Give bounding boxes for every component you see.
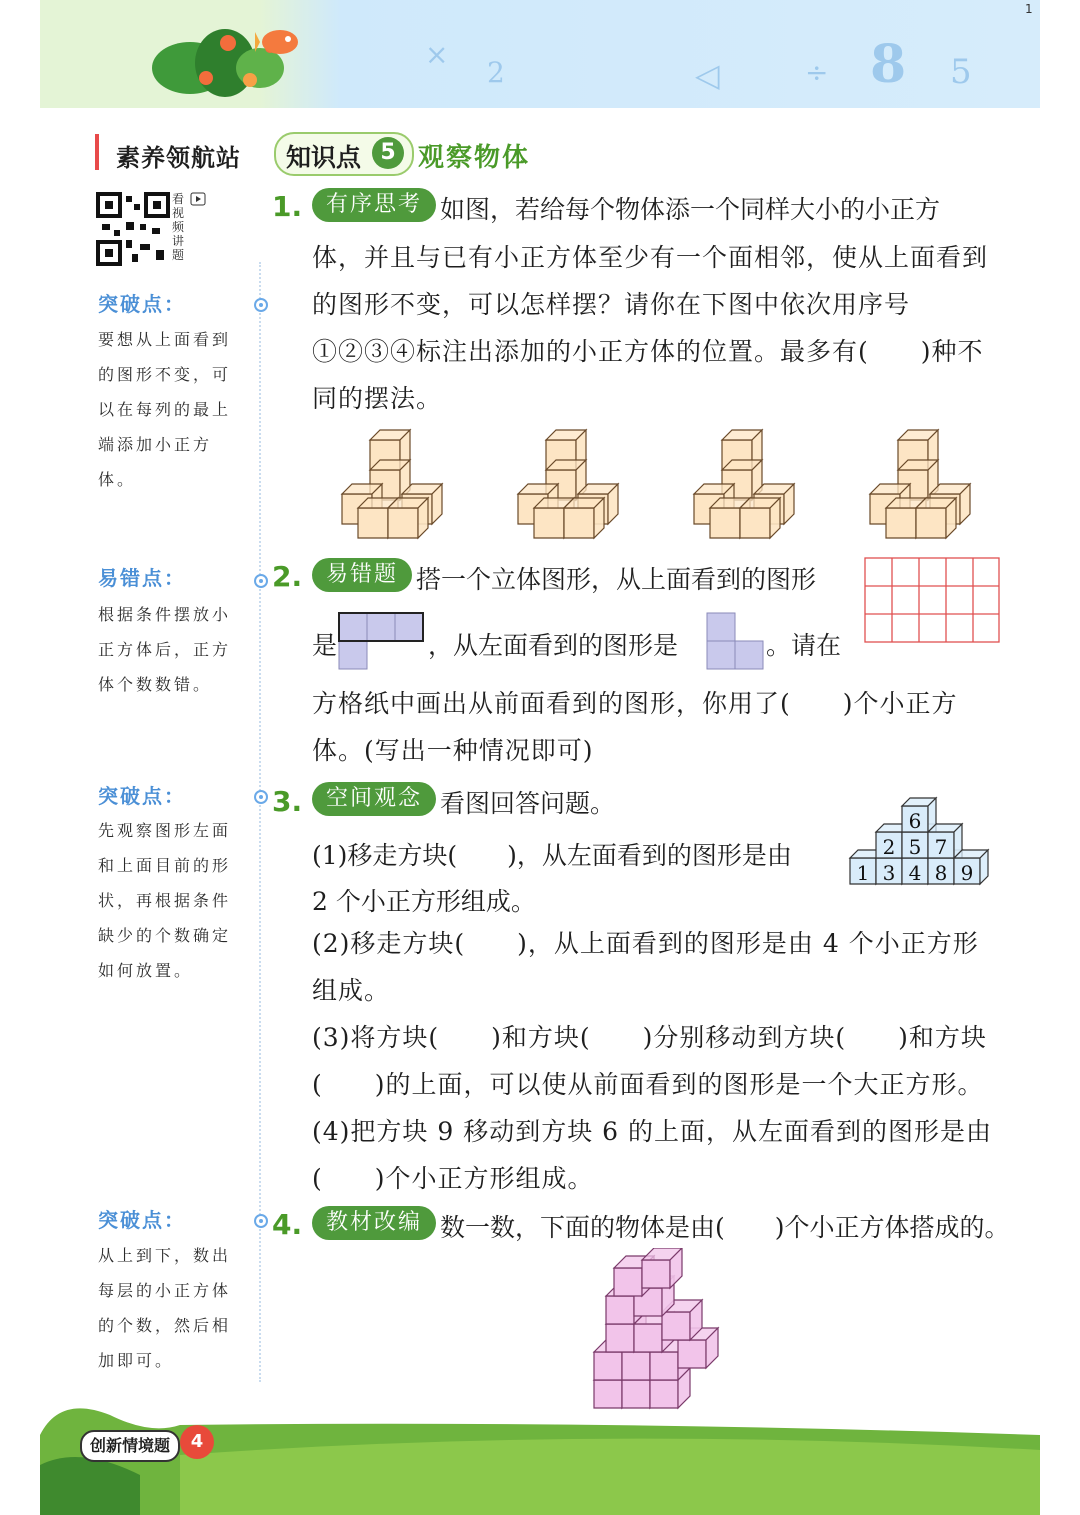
- sidebar-text: 从上到下，数出每层的小正方体的个数，然后相加即可。: [98, 1246, 232, 1370]
- deco-symbol: 2: [487, 56, 505, 89]
- question-body: 方格纸中画出从前面看到的图形，你用了( )个小正方体。(写出一种情况即可): [312, 689, 958, 765]
- question-line: ，从左面看到的图形是: [428, 631, 679, 660]
- cube-figure: [516, 428, 626, 547]
- cube: [954, 850, 988, 885]
- cube-figure: [340, 428, 450, 547]
- question-number: 1.: [272, 190, 303, 223]
- question-tag: 教材改编: [312, 1206, 436, 1240]
- cube-figure: [692, 428, 802, 547]
- bullet-icon: [254, 574, 268, 588]
- question-number: 2.: [272, 560, 303, 593]
- top-view-shape: [338, 612, 426, 670]
- block-number: 3: [882, 861, 896, 885]
- footer-page-number: 4: [180, 1425, 214, 1459]
- page-number: 1: [1025, 2, 1033, 16]
- question-tag: 空间观念: [312, 782, 436, 816]
- grid-paper[interactable]: [864, 557, 1000, 643]
- question-tag: 易错题: [312, 558, 412, 592]
- block-number: 8: [934, 861, 948, 885]
- left-view-shape: [706, 612, 766, 670]
- deco-symbol: ◁: [695, 56, 720, 94]
- sidebar-text: 根据条件摆放小正方体后，正方体个数数错。: [98, 605, 232, 694]
- block-number: 7: [934, 835, 948, 859]
- question-line: (1)移走方块( )，从左面看到的图形是由: [312, 841, 792, 870]
- block-number: 9: [960, 861, 974, 885]
- bullet-icon: [254, 790, 268, 804]
- block-number: 5: [908, 835, 922, 859]
- cube: [564, 498, 604, 538]
- question-line: 搭一个立体图形，从上面看到的图形: [416, 565, 817, 594]
- deco-symbol: ×: [425, 38, 449, 71]
- question-lead: 看图回答问题。: [440, 789, 616, 818]
- knowledge-label: 知识点: [286, 143, 362, 172]
- question-body: (2)移走方块( )，从上面看到的图形是由 4 个小正方形组成。 (3)将方块( )和方块( )分别移动到方块( )和方块( )的上面，可以使从前面看到的图形是一个大正方形。 (4)把方块 9 移动到方块 6 的上面，从左面看到的图形是由( )个小正方形组成。: [312, 929, 993, 1193]
- sidebar-title: 突破点：: [98, 292, 186, 316]
- cube: [740, 498, 780, 538]
- deco-symbol: ÷: [805, 56, 829, 89]
- deco-symbol: 8: [870, 34, 907, 95]
- question-line: 。请在: [766, 631, 842, 660]
- block-number: 1: [856, 861, 870, 885]
- block-number: 4: [908, 861, 922, 885]
- stacked-cubes-figure: [590, 1248, 722, 1414]
- block-number: 2: [882, 835, 896, 859]
- footer-label: 创新情境题: [80, 1430, 180, 1462]
- sidebar-title: 易错点：: [98, 566, 186, 590]
- sidebar-text: 先观察图形左面和上面目前的形状，再根据条件缺少的个数确定如何放置。: [98, 821, 232, 980]
- cube: [902, 798, 936, 833]
- question-line: 是: [312, 631, 338, 660]
- question-number: 4.: [272, 1208, 303, 1241]
- knowledge-number: 5: [372, 137, 404, 169]
- bullet-icon: [254, 1214, 268, 1228]
- section-banner: 素养领航站: [116, 144, 241, 172]
- question-line: 2 个小正方形组成。: [312, 887, 536, 916]
- cube-figure: [868, 428, 978, 547]
- cube: [916, 498, 956, 538]
- bullet-icon: [254, 298, 268, 312]
- fish-icon: [255, 22, 305, 62]
- header-banner: [40, 0, 1040, 108]
- cube: [388, 498, 428, 538]
- banner-marker: [95, 134, 99, 170]
- question-body: 体，并且与已有小正方体至少有一个面相邻，使从上面看到的图形不变，可以怎样摆？请你在下图中依次用序号①②③④标注出添加的小正方体的位置。最多有( )种不同的摆法。: [312, 243, 989, 413]
- question-lead: 数一数，下面的物体是由( )个小正方体搭成的。: [440, 1213, 1010, 1242]
- knowledge-point-badge: [274, 132, 414, 176]
- play-icon: [190, 192, 206, 206]
- block-number: 6: [908, 809, 922, 833]
- qr-caption: 看视频讲题: [172, 192, 185, 262]
- question-number: 3.: [272, 785, 303, 818]
- cube: [928, 824, 962, 859]
- sidebar-text: 要想从上面看到的图形不变，可以在每列的最上端添加小正方体。: [98, 330, 232, 489]
- numbered-blocks: [846, 786, 1004, 890]
- sidebar-title: 突破点：: [98, 1208, 186, 1232]
- qr-code-icon[interactable]: [96, 192, 170, 266]
- cube: [642, 1248, 682, 1288]
- topic-title: 观察物体: [418, 143, 531, 173]
- deco-symbol: 5: [950, 52, 972, 92]
- question-lead: 如图，若给每个物体添一个同样大小的小正方: [440, 195, 941, 224]
- sidebar-title: 突破点：: [98, 784, 186, 808]
- question-tag: 有序思考: [312, 188, 436, 222]
